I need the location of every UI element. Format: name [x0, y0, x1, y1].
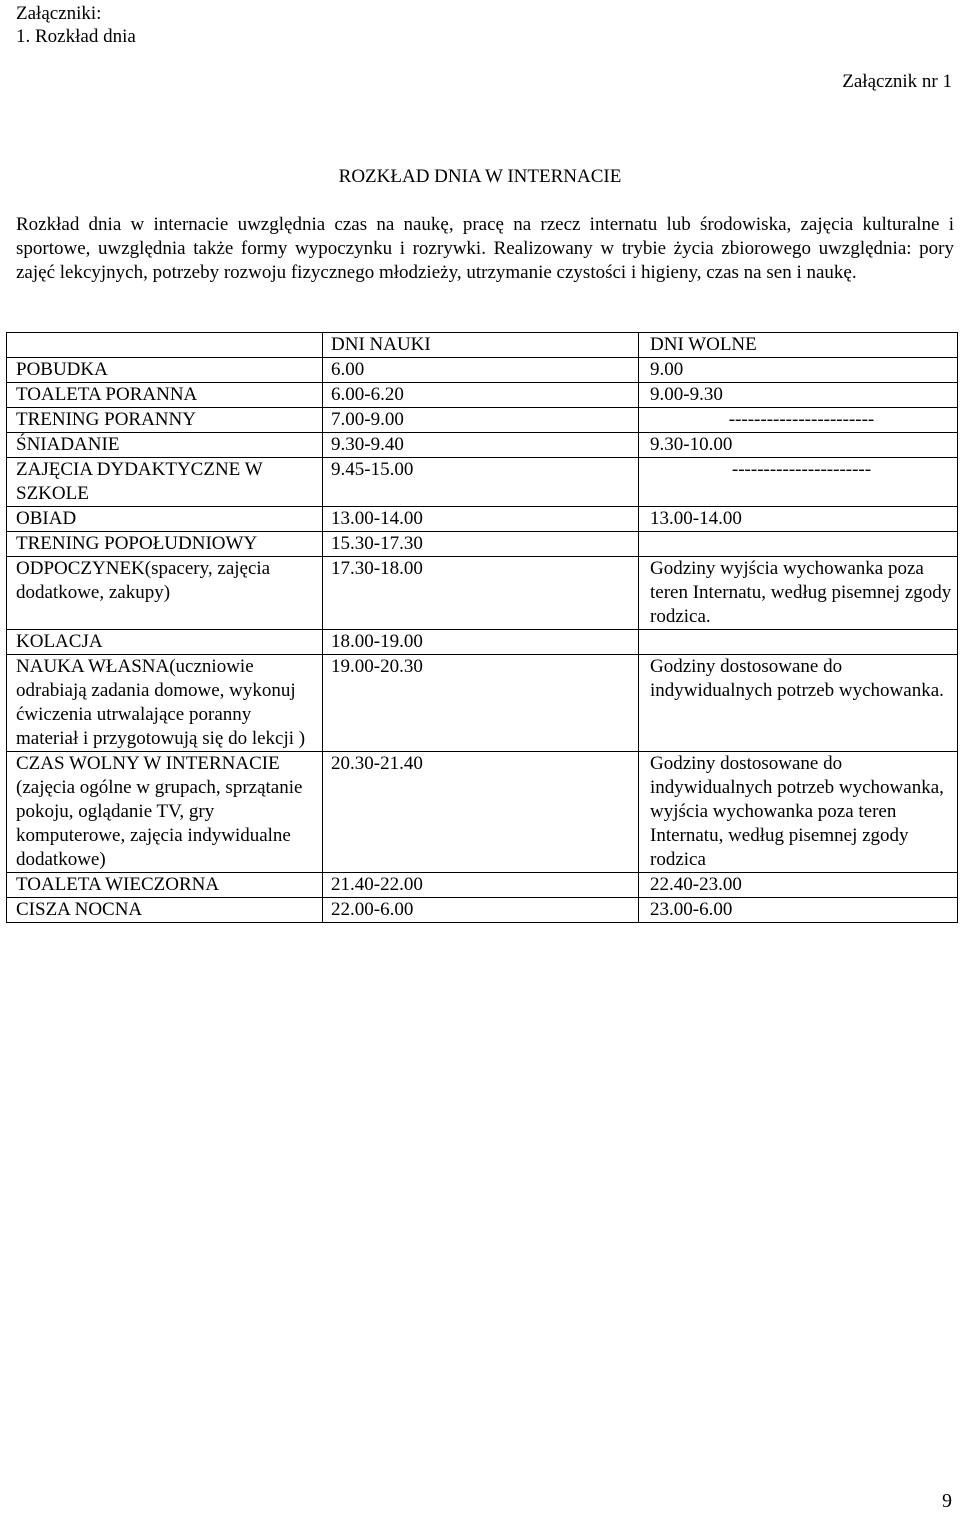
table-row: [7, 630, 958, 655]
schedule-table: [6, 332, 958, 923]
school-days-cell: 9.45-15.00: [323, 458, 639, 507]
table-row: [7, 655, 958, 752]
free-days-cell: ----------------------: [639, 458, 958, 507]
table-row: [7, 873, 958, 898]
table-row: [7, 458, 958, 507]
school-days-cell: 15.30-17.30: [323, 532, 639, 557]
attachment-item: 1. Rozkład dnia: [16, 26, 136, 47]
school-days-cell: 7.00-9.00: [323, 408, 639, 433]
free-days-cell: Godziny dostosowane do indywidualnych potrzeb wychowanka, wyjścia wychowanka poza teren Internatu, według pisemnej zgody rodzica: [639, 752, 958, 873]
school-days-cell: 19.00-20.30: [323, 655, 639, 752]
header-cell-school-days: DNI NAUKI: [323, 333, 639, 358]
free-days-cell: Godziny dostosowane do indywidualnych potrzeb wychowanka.: [639, 655, 958, 752]
attachments-label: Załączniki:: [16, 3, 102, 24]
activity-cell: POBUDKA: [7, 358, 323, 383]
activity-cell: CISZA NOCNA: [7, 898, 323, 923]
page-number: 9: [942, 1490, 952, 1512]
activity-cell: OBIAD: [7, 507, 323, 532]
activity-cell: ZAJĘCIA DYDAKTYCZNE W SZKOLE: [7, 458, 323, 507]
activity-cell: CZAS WOLNY W INTERNACIE (zajęcia ogólne w grupach, sprzątanie pokoju, oglądanie TV, gry komputerowe, zajęcia indywidualne dodatkowe): [7, 752, 323, 873]
table-header-row: [7, 333, 958, 358]
free-days-cell: Godziny wyjścia wychowanka poza teren Internatu, według pisemnej zgody rodzica.: [639, 557, 958, 630]
table-row: [7, 358, 958, 383]
activity-cell: KOLACJA: [7, 630, 323, 655]
annex-label: Załącznik nr 1: [842, 71, 952, 92]
free-days-cell: 23.00-6.00: [639, 898, 958, 923]
table-row: [7, 898, 958, 923]
table-row: [7, 408, 958, 433]
attachments-header: [16, 2, 136, 48]
page-title: ROZKŁAD DNIA W INTERNACIE: [338, 166, 622, 187]
activity-cell: NAUKA WŁASNA(uczniowie odrabiają zadania domowe, wykonuj ćwiczenia utrwalające poranny materiał i przygotowują się do lekcji ): [7, 655, 323, 752]
header-cell-activity: [7, 333, 323, 358]
free-days-cell: -----------------------: [639, 408, 958, 433]
free-days-cell: 9.00: [639, 358, 958, 383]
free-days-cell: 9.00-9.30: [639, 383, 958, 408]
table-row: [7, 433, 958, 458]
header-cell-free-days: DNI WOLNE: [639, 333, 958, 358]
activity-cell: ODPOCZYNEK(spacery, zajęcia dodatkowe, zakupy): [7, 557, 323, 630]
free-days-cell: [639, 630, 958, 655]
school-days-cell: 9.30-9.40: [323, 433, 639, 458]
free-days-cell: [639, 532, 958, 557]
activity-cell: TRENING PORANNY: [7, 408, 323, 433]
activity-cell: TRENING POPOŁUDNIOWY: [7, 532, 323, 557]
free-days-cell: 22.40-23.00: [639, 873, 958, 898]
table-row: [7, 532, 958, 557]
school-days-cell: 17.30-18.00: [323, 557, 639, 630]
school-days-cell: 20.30-21.40: [323, 752, 639, 873]
school-days-cell: 21.40-22.00: [323, 873, 639, 898]
school-days-cell: 6.00-6.20: [323, 383, 639, 408]
intro-paragraph: Rozkład dnia w internacie uwzględnia czas na naukę, pracę na rzecz internatu lub środowiska, zajęcia kulturalne i sportowe, uwzględnia także formy wypoczynku i rozrywki. Realizowany w trybie życia zbiorowego uwzględnia: pory zajęć lekcyjnych, potrzeby rozwoju fizycznego młodzieży, utrzymanie czystości i higieny, czas na sen i naukę.: [16, 214, 954, 283]
school-days-cell: 22.00-6.00: [323, 898, 639, 923]
table-row: [7, 752, 958, 873]
activity-cell: TOALETA PORANNA: [7, 383, 323, 408]
activity-cell: TOALETA WIECZORNA: [7, 873, 323, 898]
school-days-cell: 18.00-19.00: [323, 630, 639, 655]
school-days-cell: 13.00-14.00: [323, 507, 639, 532]
table-row: [7, 557, 958, 630]
table-row: [7, 383, 958, 408]
free-days-cell: 9.30-10.00: [639, 433, 958, 458]
free-days-cell: 13.00-14.00: [639, 507, 958, 532]
activity-cell: ŚNIADANIE: [7, 433, 323, 458]
school-days-cell: 6.00: [323, 358, 639, 383]
table-row: [7, 507, 958, 532]
